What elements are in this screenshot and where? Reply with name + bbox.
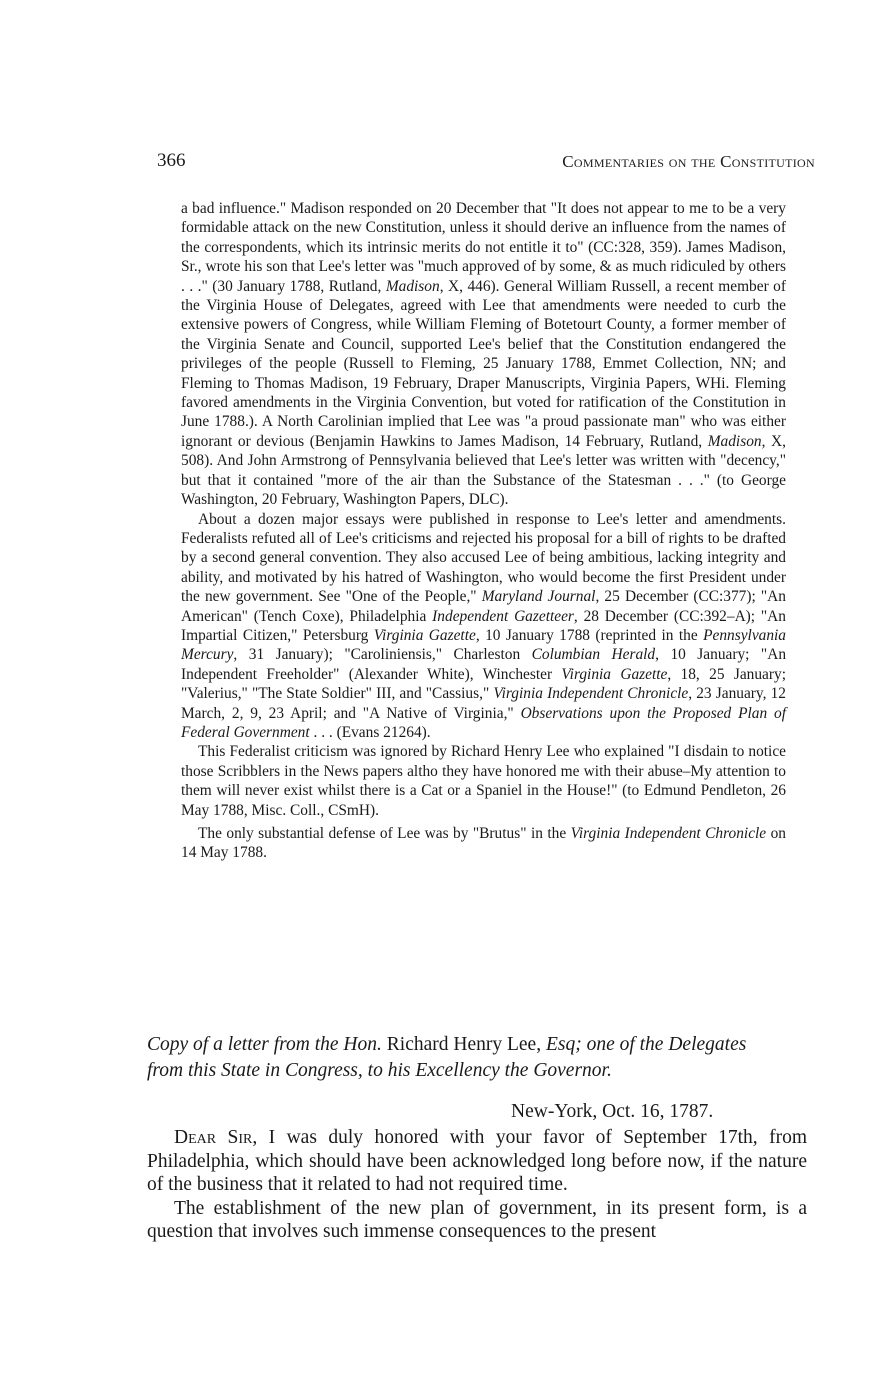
text-run: , 28 December (CC:392–A); "An Impartial Citizen," Petersburg bbox=[181, 607, 786, 644]
dateline: New-York, Oct. 16, 1787. bbox=[511, 1101, 714, 1122]
italic-citation: Maryland Journal bbox=[481, 588, 596, 606]
italic-citation: Independent Gazetteer bbox=[432, 607, 574, 625]
text-run: , 23 January, 12 March, 2, 9, 23 April; and "A Native of Virginia," bbox=[181, 685, 786, 722]
italic-citation: Virginia Gazette bbox=[561, 665, 668, 683]
letter-body bbox=[147, 1126, 807, 1244]
letter-title-line-2 bbox=[147, 1058, 812, 1084]
headnote-paragraph-3: This Federalist criticism was ignored by Richard Henry Lee who explained "I disdain to notice those Scribblers in the News papers altho they have honored me with their abuse–My attention to them will never exist whilst there is a Cat or a Spaniel in the House!" (to Edmund Pendleton, 26 May 1788, Misc. Coll., CSmH). bbox=[181, 743, 786, 819]
italic-citation: Columbian Herald bbox=[531, 646, 656, 664]
text-run: The only substantial defense of Lee was by "Brutus" in the bbox=[198, 825, 571, 842]
title-italic: from this State in Congress, to his Excellency the Governor. bbox=[147, 1060, 612, 1081]
letter-paragraph-1 bbox=[147, 1126, 807, 1197]
headnote-paragraph-4 bbox=[181, 824, 786, 863]
text-run: , X, 446). General William Russell, a recent member of the Virginia House of Delegates, agreed with Lee that amendments were needed to curb the extensive powers of Congress, while William Fleming of Botetourt County, a former member of the Virginia Senate and Council, supported Lee's belief that the Constitution endangered the privileges of the people (Russell to Fleming, 25 January 1788, Emmet Collection, NN; and Fleming to Thomas Madison, 19 February, Draper Manuscripts, Virginia Papers, WHi. Fleming favored amendments in the Virginia Convention, but voted for ratification of the Constitution in June 1788.). A North Carolinian implied that Lee was "a proud passionate man" who was either ignorant or devious (Benjamin Hawkins to James Madison, 14 February, Rutland, bbox=[181, 277, 786, 450]
text-run: , X, 508). And John Armstrong of Pennsylvania believed that Lee's letter was written with "decency," but that it contained "more of the air than the Substance of the Statesman . . ." (to George Washington, 20 February, Washington Papers, DLC). bbox=[181, 432, 786, 509]
text-run: , 25 December (CC:377); "An American" (Tench Coxe), Philadelphia bbox=[181, 588, 786, 625]
headnote-paragraph-2 bbox=[181, 510, 786, 743]
text-run: About a dozen major essays were published in response to Lee's letter and amendments. Federalists refuted all of Lee's criticisms and rejected his proposal for a bill of rights to be drafted by a second general convention. They also accused Lee of being ambitious, lacking integrity and ability, and motivated by his hatred of Washington, who would become the first President under the new government. See "One of the People," bbox=[181, 510, 786, 606]
page-number: 366 bbox=[157, 150, 186, 171]
headnote bbox=[181, 199, 786, 863]
italic-citation: Madison bbox=[385, 277, 440, 295]
letter-paragraph-2: The establishment of the new plan of government, in its present form, is a question that involves such immense consequences to the present bbox=[147, 1197, 807, 1243]
italic-citation: Virginia Gazette bbox=[373, 626, 476, 644]
text-run: , 31 January); "Caroliniensis," Charleston bbox=[233, 646, 532, 664]
italic-citation: Virginia Independent Chronicle bbox=[493, 685, 689, 703]
title-italic: Esq; one of the Delegates bbox=[545, 1034, 747, 1055]
italic-citation: Virginia Independent Chronicle bbox=[570, 825, 767, 842]
text-run: , 10 January; "An Independent Freeholder" (Alexander White), Winchester bbox=[181, 646, 787, 683]
headnote-paragraph-1 bbox=[181, 199, 786, 510]
text-run: . . . (Evans 21264). bbox=[309, 723, 431, 741]
title-name: Richard Henry Lee, bbox=[381, 1034, 546, 1055]
salutation: Dear Sir, bbox=[174, 1127, 258, 1148]
letter-title bbox=[147, 1032, 812, 1084]
page-header bbox=[157, 150, 815, 176]
italic-citation: Pennsylvania Mercury bbox=[181, 626, 787, 664]
text-run: , 10 January 1788 (reprinted in the bbox=[475, 626, 704, 644]
running-title: Commentaries on the Constitution bbox=[562, 152, 815, 171]
text-run: I was duly honored with your favor of September 17th, from Philadelphia, which should have been acknowledged long before now, if the nature of the business that it related to had not required time. bbox=[147, 1127, 807, 1196]
italic-citation: Observations upon the Proposed Plan of Federal Government bbox=[181, 704, 786, 741]
text-run: on 14 May 1788. bbox=[181, 825, 786, 862]
italic-citation: Madison bbox=[707, 432, 762, 450]
text-run: a bad influence." Madison responded on 20 December that "It does not appear to me to be a very formidable attack on the new Constitution, unless it should derive an influence from the names of the correspondents, which its intrinsic merits do not entitle it to" (CC:328, 359). James Madison, Sr., wrote his son that Lee's letter was "much approved of by some, & as much ridiculed by others . . ." (30 January 1788, Rutland, bbox=[181, 200, 786, 295]
letter-title-line-1 bbox=[147, 1032, 812, 1058]
text-run: , 18, 25 January; "Valerius," "The State Soldier" III, and "Cassius," bbox=[181, 665, 786, 703]
title-italic: Copy of a letter from the Hon. bbox=[147, 1034, 382, 1055]
